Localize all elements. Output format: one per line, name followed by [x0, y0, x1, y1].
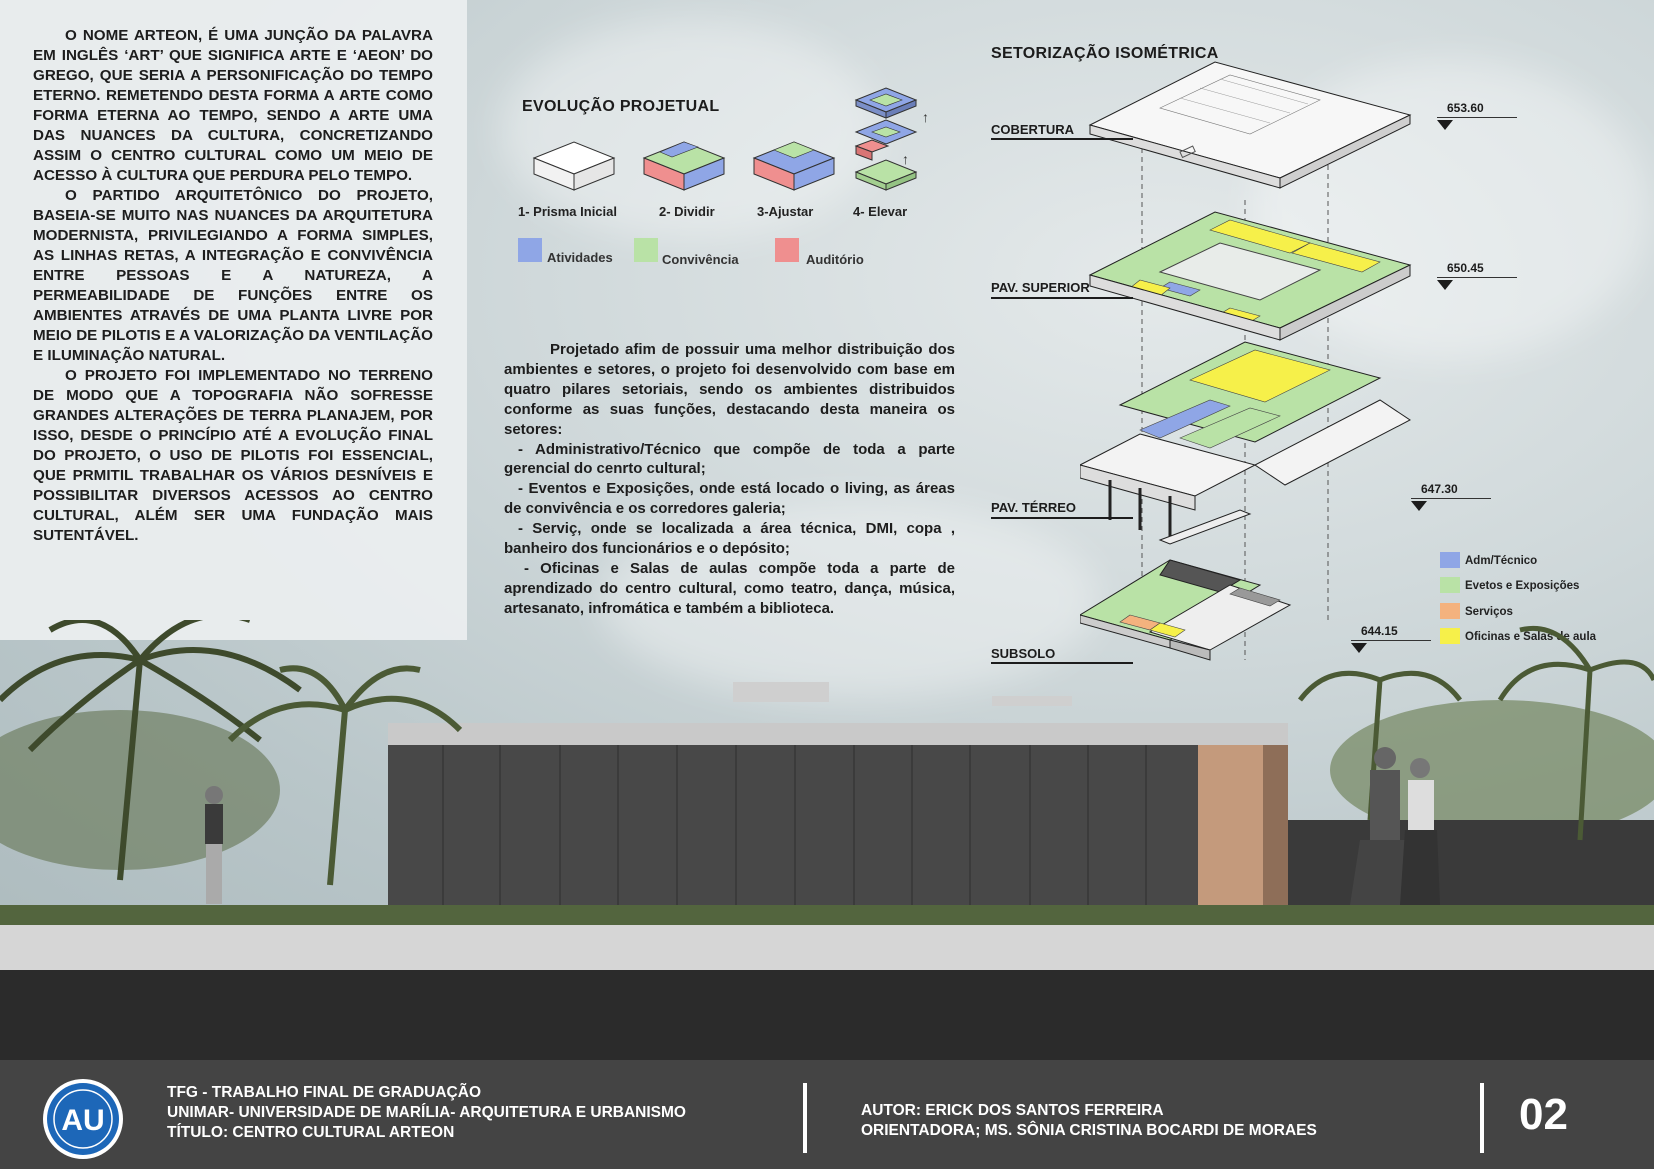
elevation-line: [1411, 498, 1491, 499]
description-item: - Administrativo/Técnico que compõe de toda a parte gerencial do cenrto cultural;: [504, 440, 955, 478]
legend-swatch-convivencia: [634, 238, 658, 262]
au-logo: [42, 1078, 124, 1160]
author-line: AUTOR: ERICK DOS SANTOS FERREIRA: [861, 1102, 1164, 1119]
elevation-marker-icon: [1411, 501, 1427, 511]
step-label: 4- Elevar: [853, 204, 908, 219]
description-intro: Projetado afim de possuir uma melhor distribuição dos ambientes e setores, o projeto foi desenvolvido com base em quatro pilares setoriais, sendo os ambientes distribuidos conforme as suas funções, destacando desta maneira os setores:: [504, 341, 955, 438]
zone-swatch-servicos: [1440, 603, 1460, 619]
level-label-pav-superior: PAV. SUPERIOR: [991, 280, 1090, 295]
elevation-value: 650.45: [1447, 261, 1484, 275]
street: [0, 970, 1654, 1060]
description-item: - Eventos e Exposições, onde está locado o living, as áreas de convivência e os corredores galeria;: [504, 480, 955, 518]
elevation-value: 647.30: [1421, 482, 1458, 496]
elevation-value: 653.60: [1447, 101, 1484, 115]
footer-author-info: [861, 1101, 1317, 1141]
level-leader-line: [991, 138, 1133, 140]
zone-label: Adm/Técnico: [1465, 555, 1538, 567]
elevate-diagram: [856, 88, 929, 190]
zone-swatch-eventos: [1440, 577, 1460, 593]
evolution-title: EVOLUÇÃO PROJETUAL: [522, 98, 720, 115]
intro-paragraph: O PARTIDO ARQUITETÔNICO DO PROJETO, BASEIA-SE MUITO NAS NUANCES DA ARQUITETURA MODERNISTA, PRIVILEGIANDO A FORMA SIMPLES, AS LINHAS RETAS, A INTEGRAÇÃO E CONVIVÊNCIA ENTRE PESSOAS E A NATUREZA, A PERMEABILIDADE DE FUNÇÕES ENTRE OS AMBIENTES ATRAVÉS DE UMA PLANTA LIVRE POR MEIO DE PILOTIS E A VALORIZAÇÃO DA VENTILAÇÃO E ILUMINAÇÃO NATURAL.: [33, 187, 433, 364]
adjust-diagram: [754, 142, 834, 190]
footer-line: TFG - TRABALHO FINAL DE GRADUAÇÃO: [167, 1084, 481, 1101]
footer-divider: [803, 1083, 807, 1153]
facade-elevation-scene: [0, 620, 1654, 1060]
isometric-title: SETORIZAÇÃO ISOMÉTRICA: [991, 45, 1219, 62]
footer-course-info: [167, 1083, 686, 1143]
level-label-subsolo: SUBSOLO: [991, 646, 1056, 661]
elevation-line: [1437, 277, 1517, 278]
zone-label: Evetos e Exposições: [1465, 580, 1580, 592]
upper-floor-level: [1090, 212, 1410, 340]
legend-label: Atividades: [547, 250, 613, 265]
description-item: - Oficinas e Salas de aulas compõe toda a parte de aprendizado do centro cultural, como teatro, dança, música, artesanato, infromática e também a biblioteca.: [504, 559, 955, 617]
zone-label: Serviços: [1465, 606, 1513, 618]
elevation-line: [1437, 117, 1517, 118]
step-label: 2- Dividir: [659, 204, 715, 219]
step-label: 1- Prisma Inicial: [518, 204, 617, 219]
divide-diagram: [644, 142, 724, 190]
level-label-pav-terreo: PAV. TÉRREO: [991, 500, 1077, 515]
intro-text: [33, 26, 433, 546]
level-leader-line: [991, 297, 1133, 299]
step-label: 3-Ajustar: [757, 204, 814, 219]
logo-text: AU: [61, 1104, 105, 1137]
evolution-diagrams: [520, 80, 950, 210]
svg-text:↑: ↑: [922, 109, 929, 125]
isometric-diagram: [1080, 60, 1440, 710]
footer-line: UNIMAR- UNIVERSIDADE DE MARÍLIA- ARQUITETURA E URBANISMO: [167, 1104, 686, 1121]
zone-label: Oficinas e Salas de aula: [1465, 631, 1597, 643]
intro-paragraph: O NOME ARTEON, É UMA JUNÇÃO DA PALAVRA EM INGLÊS ‘ART’ QUE SIGNIFICA ARTE E ‘AEON’ DO GREGO, QUE SERIA A PERSONIFICAÇÃO DO TEMPO ETERNO. REMETENDO DESTA FORMA A ARTE COMO FORMA ETERNA AO TEMPO, SENDO A ARTE UMA DAS NUANCES DA CULTURA, CONCRETIZANDO ASSIM O CENTRO CULTURAL COMO UM MEIO DE ACESSO À CULTURA QUE PERDURA PELO TEMPO.: [33, 27, 433, 184]
zone-swatch-adm: [1440, 552, 1460, 568]
svg-text:↑: ↑: [902, 151, 909, 167]
footer-divider: [1480, 1083, 1484, 1153]
prism-initial-diagram: [534, 142, 614, 190]
footer-line: TÍTULO: CENTRO CULTURAL ARTEON: [167, 1124, 455, 1141]
description-text: [504, 340, 955, 619]
level-label-cobertura: COBERTURA: [991, 122, 1075, 137]
legend-swatch-auditorio: [775, 238, 799, 262]
elevation-value: 644.15: [1361, 624, 1398, 638]
legend-label: Auditório: [806, 252, 864, 267]
advisor-line: ORIENTADORA; MS. SÔNIA CRISTINA BOCARDI DE MORAES: [861, 1122, 1317, 1139]
roof-level: [1090, 62, 1410, 188]
description-item: - Serviç, onde se localizada a área técnica, DMI, copa , banheiro dos funcionários e o depósito;: [504, 520, 955, 558]
level-leader-line: [991, 517, 1133, 519]
elevation-marker-icon: [1437, 120, 1453, 130]
legend-label: Convivência: [662, 252, 739, 267]
legend-swatch-atividades: [518, 238, 542, 262]
elevation-marker-icon: [1437, 280, 1453, 290]
page-number: 02: [1519, 1090, 1568, 1139]
intro-paragraph: O PROJETO FOI IMPLEMENTADO NO TERRENO DE MODO QUE A TOPOGRAFIA NÃO SOFRESSE GRANDES ALTERAÇÕES DE TERRA PLANAJEM, POR ISSO, DESDE O PRINCÍPIO ATÉ A EVOLUÇÃO FINAL DO PROJETO, O USO DE PILOTIS FOI ESSENCIAL, QUE PRMITIL TRABALHAR OS VÁRIOS DESNÍVEIS E POSSIBILITAR DIVERSOS ACESSOS AO CENTRO CULTURAL, ALÉM SER UMA FUNDAÇÃO MAIS SUTENTÁVEL.: [33, 367, 433, 544]
